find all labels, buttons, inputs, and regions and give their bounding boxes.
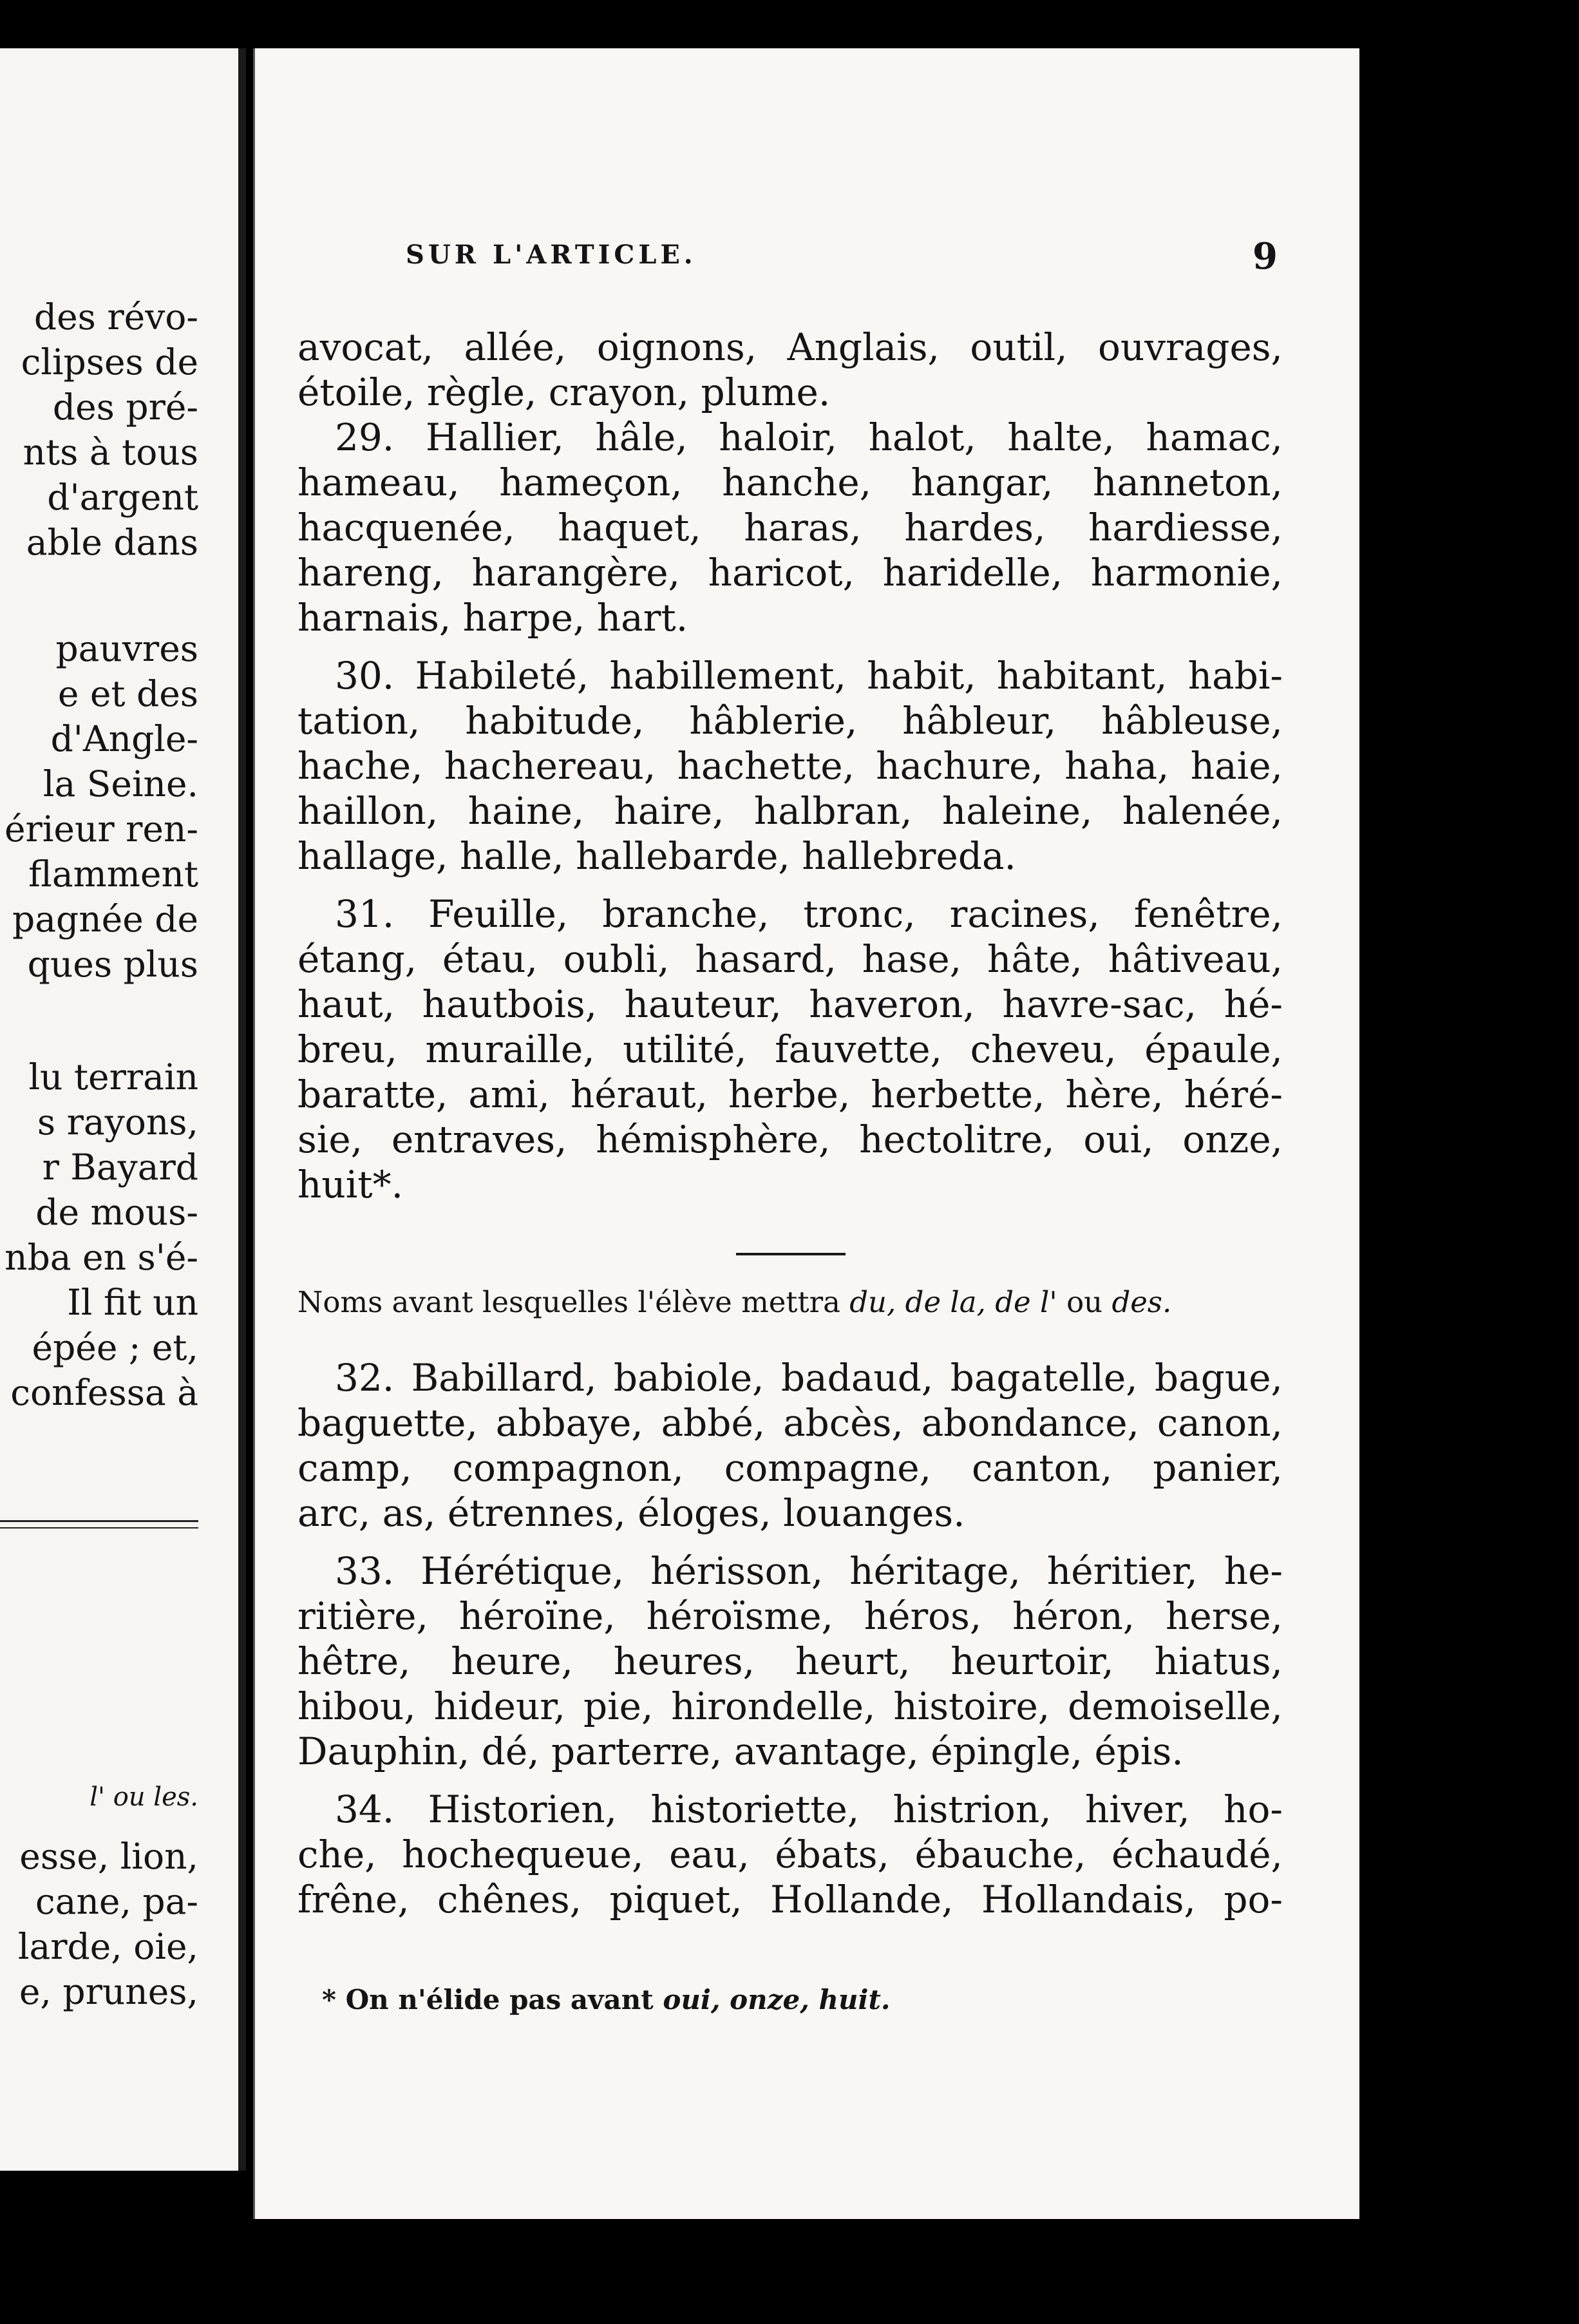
text-line: haut, hautbois, hauteur, haveron, havre-sac, hé- xyxy=(298,982,1283,1026)
heading-term: de l' xyxy=(995,1285,1057,1319)
text-line: hareng, harangère, haricot, haridelle, harmonie, xyxy=(298,551,1283,595)
left-page-fragment xyxy=(0,48,238,2171)
left-line: flamment xyxy=(28,853,198,895)
text-line: sie, entraves, hémisphère, hectolitre, oui, onze, xyxy=(298,1118,1283,1161)
text-line: camp, compagnon, compagne, canton, panier, xyxy=(298,1446,1283,1490)
footnote-term: onze, xyxy=(730,1984,809,2015)
text-line: étoile, règle, crayon, plume. xyxy=(298,370,831,414)
left-line: pagnée de xyxy=(12,899,198,940)
page-gutter xyxy=(238,48,246,2171)
text-line: hallage, halle, hallebarde, hallebreda. xyxy=(298,834,1016,878)
text-line: hêtre, heure, heures, heurt, heurtoir, hiatus, xyxy=(298,1639,1283,1683)
text-line: baratte, ami, héraut, herbe, herbette, hère, héré- xyxy=(298,1072,1283,1116)
text-line: avocat, allée, oignons, Anglais, outil, ouvrages, xyxy=(298,325,1283,369)
text-line: ritière, héroïne, héroïsme, héros, héron, herse, xyxy=(298,1594,1283,1638)
left-line: d'argent xyxy=(47,477,198,518)
text-line: breu, muraille, utilité, fauvette, cheveu, épaule, xyxy=(298,1027,1283,1071)
heading-term: du, xyxy=(849,1285,896,1319)
heading-term: des. xyxy=(1111,1285,1172,1319)
left-line: Il fit un xyxy=(67,1282,198,1323)
text-line: harnais, harpe, hart. xyxy=(298,596,688,640)
heading-text: Noms avant lesquelles l'élève mettra xyxy=(298,1285,840,1319)
section-heading xyxy=(298,1285,1283,1319)
left-line: e, prunes, xyxy=(19,1971,198,2012)
text-line: 32. Babillard, babiole, badaud, bagatelle, bague, xyxy=(335,1356,1283,1400)
text-line: 33. Hérétique, hérisson, héritage, héritier, he- xyxy=(335,1549,1283,1593)
left-line: cane, pa- xyxy=(35,1881,198,1922)
text-line: huit*. xyxy=(298,1163,404,1206)
text-line: 31. Feuille, branche, tronc, racines, fenêtre, xyxy=(335,892,1283,936)
text-line: haillon, haine, haire, halbran, haleine, halenée, xyxy=(298,789,1283,833)
left-line: esse, lion, xyxy=(19,1836,198,1877)
left-heading-fragment: l' ou les. xyxy=(90,1782,198,1812)
text-line: 29. Hallier, hâle, haloir, halot, halte, hamac, xyxy=(335,415,1283,459)
text-line: tation, habitude, hâblerie, hâbleur, hâbleuse, xyxy=(298,699,1283,743)
left-line: e et des xyxy=(57,673,198,714)
text-line: baguette, abbaye, abbé, abcès, abondance, canon, xyxy=(298,1401,1283,1445)
left-line: larde, oie, xyxy=(17,1926,198,1967)
left-line: confessa à xyxy=(10,1372,198,1413)
footnote-term: oui, xyxy=(663,1984,721,2015)
text-line: arc, as, étrennes, éloges, louanges. xyxy=(298,1491,965,1535)
left-divider xyxy=(0,1520,198,1529)
text-line: Dauphin, dé, parterre, avantage, épingle, épis. xyxy=(298,1729,1184,1773)
text-line: hache, hachereau, hachette, hachure, haha, haie, xyxy=(298,744,1283,788)
text-line: hibou, hideur, pie, hirondelle, histoire, demoiselle, xyxy=(298,1684,1283,1728)
heading-term: de la, xyxy=(905,1285,986,1319)
text-line: hacquenée, haquet, haras, hardes, hardiesse, xyxy=(298,506,1283,549)
left-line: des pré- xyxy=(52,386,198,428)
footnote-text: * On n'élide pas avant xyxy=(322,1984,654,2015)
text-line: hameau, hameçon, hanche, hangar, hanneton, xyxy=(298,461,1283,504)
text-line: 30. Habileté, habillement, habit, habitant, habi- xyxy=(335,654,1283,698)
left-line: des révo- xyxy=(33,296,198,338)
left-line: r Bayard xyxy=(42,1147,198,1188)
left-line: clipses de xyxy=(21,341,198,383)
left-line: nba en s'é- xyxy=(5,1237,198,1278)
text-line: étang, étau, oubli, hasard, hase, hâte, hâtiveau, xyxy=(298,937,1283,981)
left-line: nts à tous xyxy=(23,432,198,473)
left-line: lu terrain xyxy=(28,1056,198,1098)
text-line: che, hochequeue, eau, ébats, ébauche, échaudé, xyxy=(298,1833,1283,1876)
left-line: pauvres xyxy=(55,628,198,669)
heading-ou: ou xyxy=(1066,1285,1103,1319)
left-line: s rayons, xyxy=(37,1101,198,1143)
text-line: frêne, chênes, piquet, Hollande, Hollandais, po- xyxy=(298,1878,1283,1921)
left-line: érieur ren- xyxy=(4,808,198,850)
left-line: épée ; et, xyxy=(32,1327,198,1368)
left-line: la Seine. xyxy=(43,763,198,805)
left-line: de mous- xyxy=(35,1192,198,1233)
running-header: SUR L'ARTICLE. xyxy=(406,240,697,270)
left-line: able dans xyxy=(26,522,198,563)
section-divider xyxy=(736,1253,846,1255)
left-line: d'Angle- xyxy=(50,718,198,759)
page-number: 9 xyxy=(1253,235,1278,278)
footnote xyxy=(322,1984,891,2015)
footnote-term: huit. xyxy=(818,1984,891,2015)
text-line: 34. Historien, historiette, histrion, hiver, ho- xyxy=(335,1787,1283,1831)
left-line: ques plus xyxy=(27,944,198,985)
